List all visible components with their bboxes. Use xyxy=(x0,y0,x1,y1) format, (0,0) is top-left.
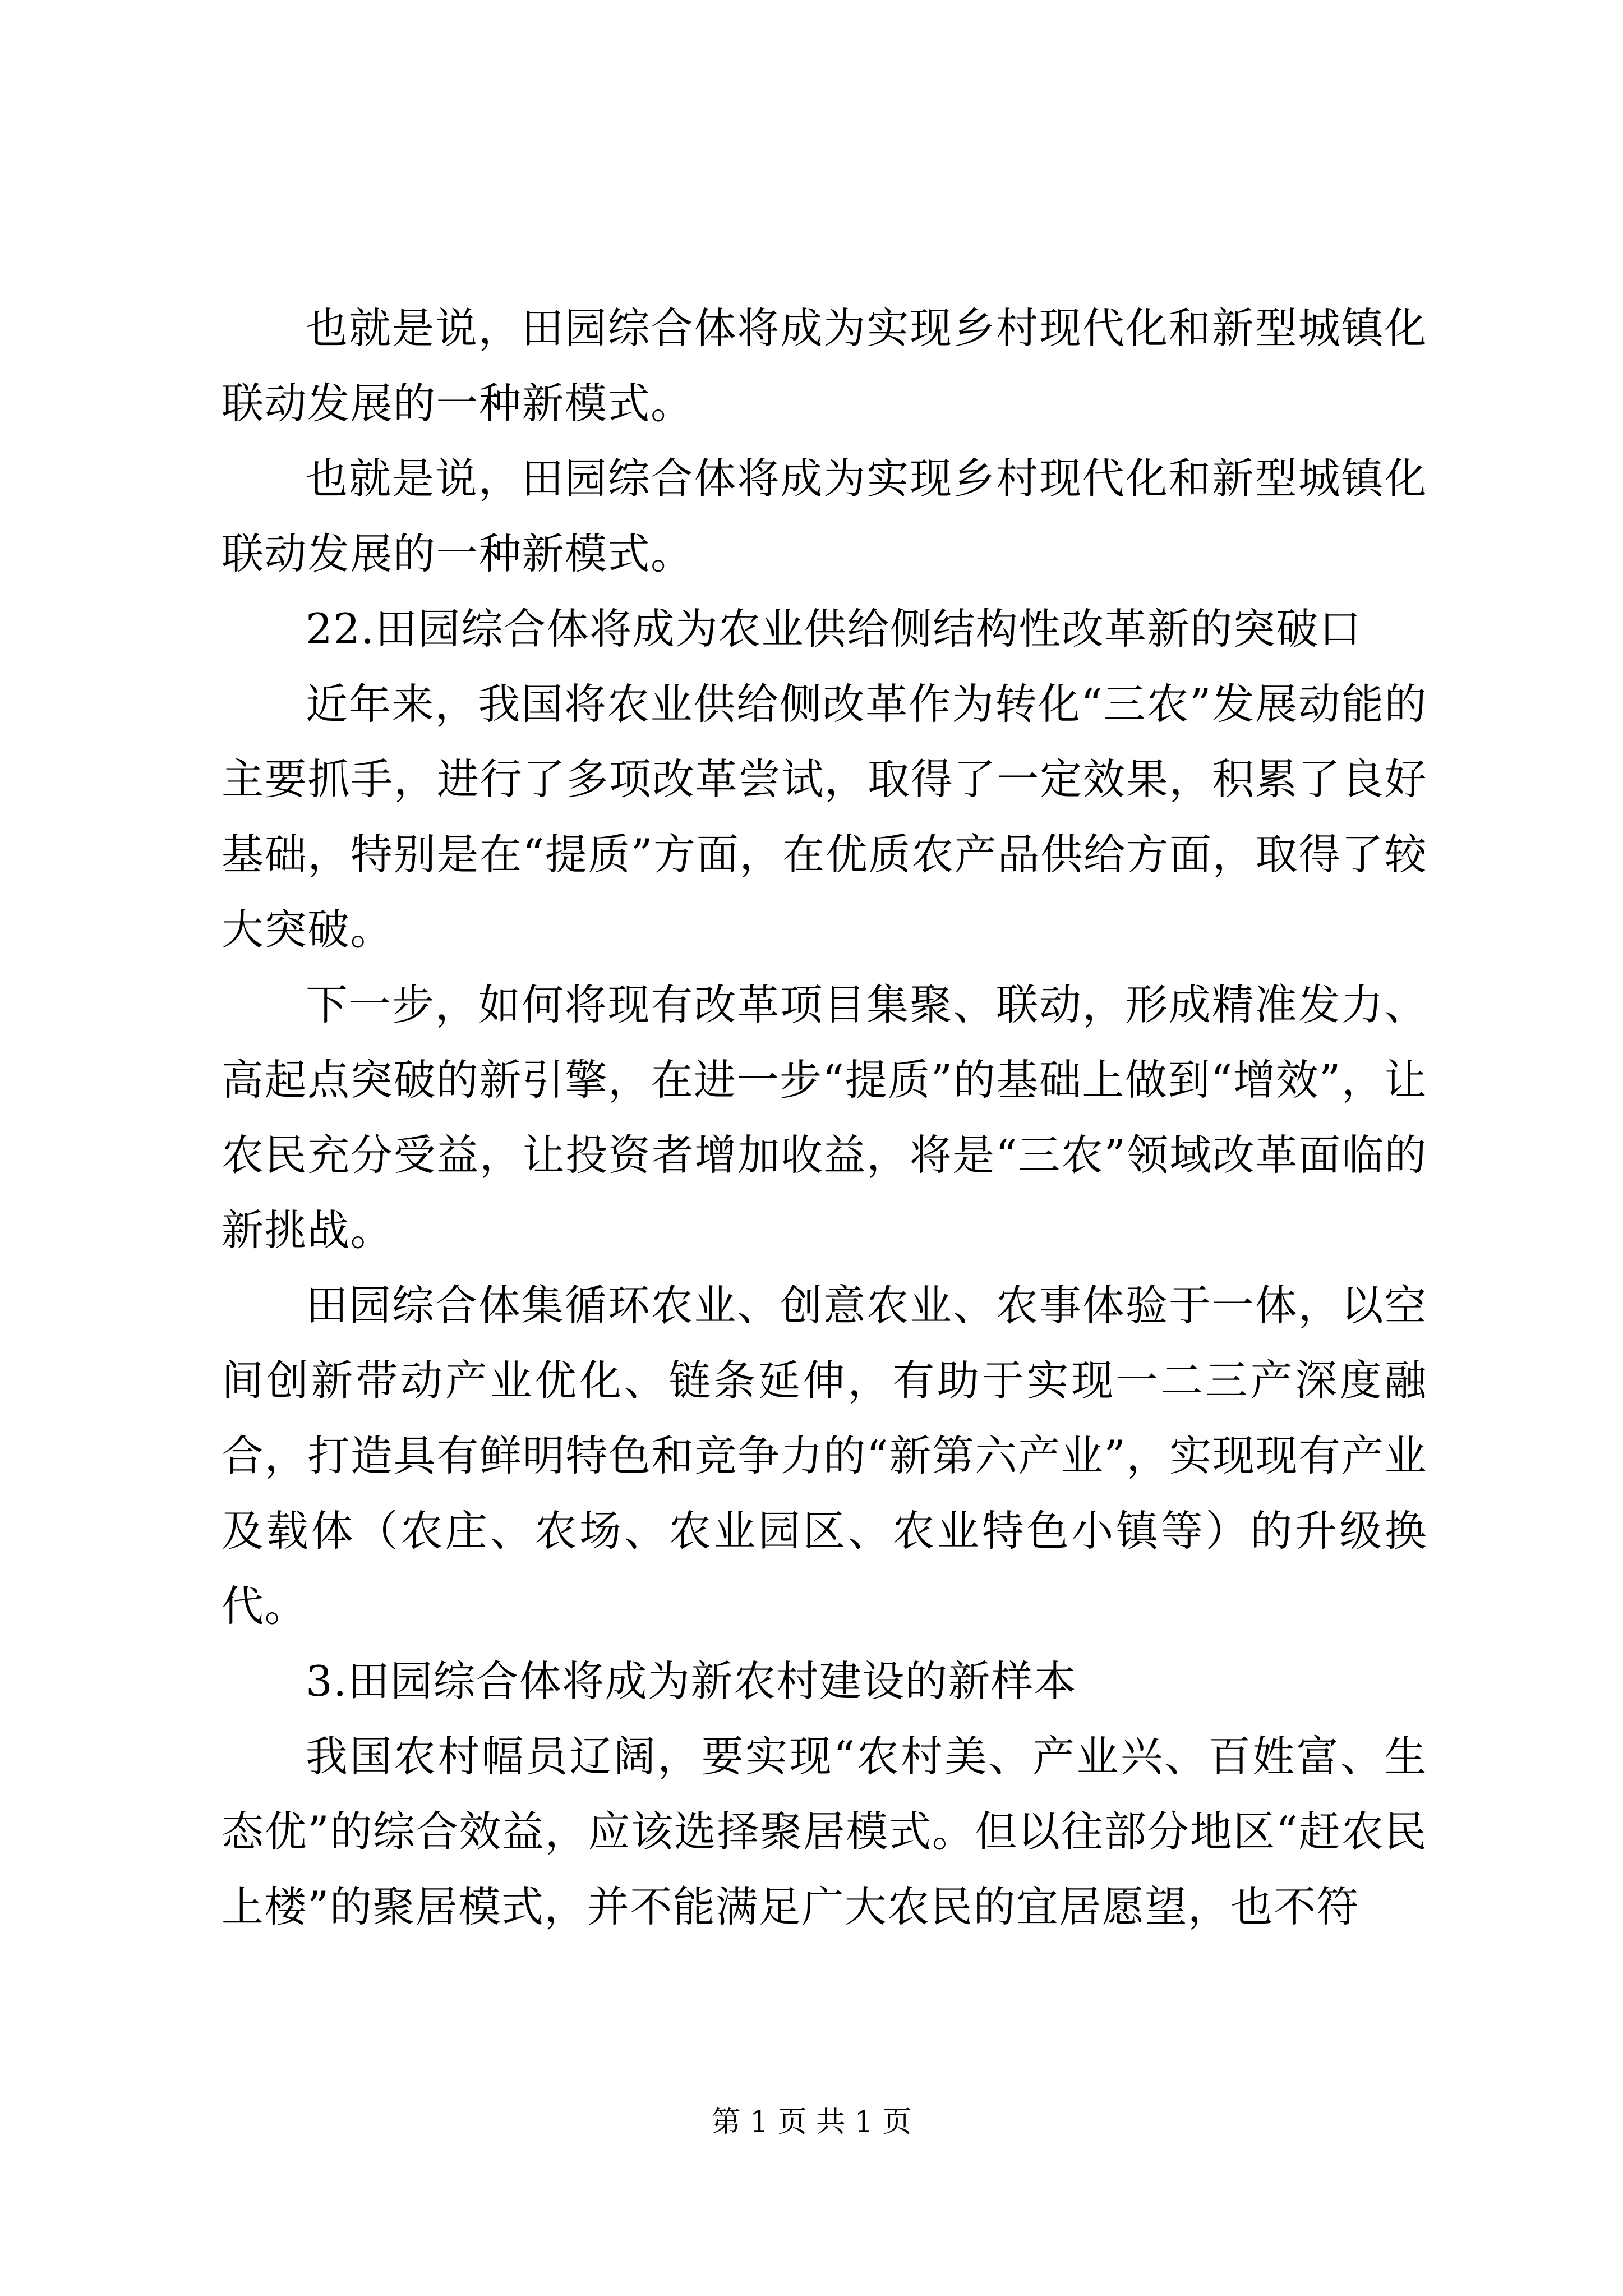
paragraph: 也就是说，田园综合体将成为实现乡村现代化和新型城镇化联动发展的一种新模式。 xyxy=(222,303,1427,428)
section-heading: 3.田园综合体将成为新农村建设的新样本 xyxy=(306,1657,1077,1706)
section-heading: 22.田园综合体将成为农业供给侧结构性改革新的突破口 xyxy=(306,604,1362,654)
paragraph: 也就是说，田园综合体将成为实现乡村现代化和新型城镇化联动发展的一种新模式。 xyxy=(222,454,1427,578)
paragraph: 我国农村幅员辽阔，要实现“农村美、产业兴、百姓富、生态优”的综合效益，应该选择聚居模式。但以往部分地区“赶农民上楼”的聚居模式，并不能满足广大农民的宜居愿望，也不符 xyxy=(222,1732,1427,1931)
page-footer: 第 1 页 共 1 页 xyxy=(711,2105,912,2139)
document-body xyxy=(222,291,1427,1944)
paragraph: 下一步，如何将现有改革项目集聚、联动，形成精准发力、高起点突破的新引擎，在进一步“提质”的基础上做到“增效”，让农民充分受益，让投资者增加收益，将是“三农”领域改革面临的新挑战。 xyxy=(222,980,1427,1255)
paragraph: 田园综合体集循环农业、创意农业、农事体验于一体，以空间创新带动产业优化、链条延伸，有助于实现一二三产深度融合，打造具有鲜明特色和竞争力的“新第六产业”，实现现有产业及载体（农庄、农场、农业园区、农业特色小镇等）的升级换代。 xyxy=(222,1281,1427,1631)
paragraph: 近年来，我国将农业供给侧改革作为转化“三农”发展动能的主要抓手，进行了多项改革尝试，取得了一定效果，积累了良好基础，特别是在“提质”方面，在优质农产品供给方面，取得了较大突破。 xyxy=(222,679,1427,954)
